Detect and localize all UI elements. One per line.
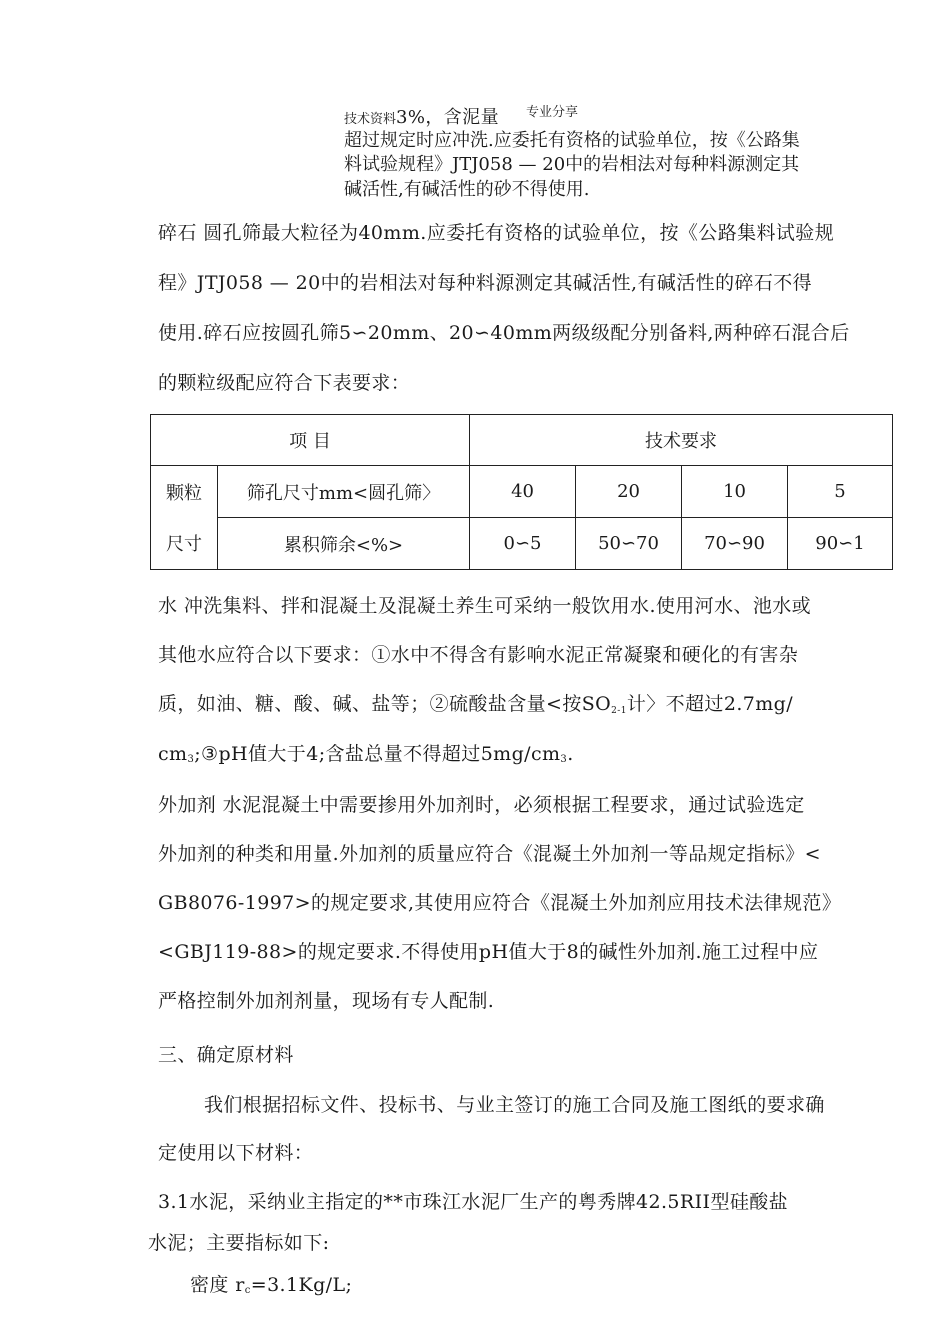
gravel-line-3: 使用.碎石应按圆孔筛5∽20mm、20∽40mm两级级配分别备料,两种碎石混合后 bbox=[158, 322, 850, 344]
section-para-line-1: 我们根据招标文件、投标书、与业主签订的施工合同及施工图纸的要求确 bbox=[204, 1094, 825, 1116]
density-b: =3.1Kg/L; bbox=[250, 1274, 353, 1296]
admixture-line-4: <GBJ119-88>的规定要求.不得使用pH值大于8的碱性外加剂.施工过程中应 bbox=[158, 941, 819, 963]
header-prefix-small: 技术资料 bbox=[344, 112, 397, 127]
water-line-4-c: . bbox=[567, 743, 574, 765]
admixture-line-2: 外加剂的种类和用量.外加剂的质量应符合《混凝土外加剂一等品规定指标》< bbox=[158, 843, 821, 865]
water-line-3-b: 计〉不超过2.7mg/ bbox=[626, 693, 794, 715]
admixture-line-5: 严格控制外加剂剂量，现场有专人配制. bbox=[158, 990, 495, 1012]
table-cell: 10 bbox=[682, 466, 788, 518]
header-prefix-big: 3%，含泥量 bbox=[396, 107, 499, 128]
cement-item-line-2: 水泥；主要指标如下: bbox=[148, 1232, 330, 1254]
cm3-subscript-2: 3 bbox=[560, 754, 568, 765]
table-header-requirements: 技术要求 bbox=[470, 415, 893, 466]
density-line bbox=[190, 1270, 352, 1297]
gravel-line-2: 程》JTJ058 — 20中的岩相法对每种料源测定其碱活性,有碱活性的碎石不得 bbox=[158, 272, 813, 294]
sand-line-2: 料试验规程》JTJ058 — 20中的岩相法对每种料源测定其 bbox=[344, 154, 800, 175]
water-line-4-b: ;③pH值大于4;含盐总量不得超过5mg/cm bbox=[194, 743, 561, 765]
header-tag: 专业分享 bbox=[526, 105, 579, 120]
sulfate-superscript: 2-1 bbox=[611, 706, 627, 716]
table-cell: 50∽70 bbox=[576, 518, 682, 570]
water-line-2: 其他水应符合以下要求：①水中不得含有影响水泥正常凝聚和硬化的有害杂 bbox=[158, 644, 799, 666]
gravel-line-4: 的颗粒级配应符合下表要求： bbox=[158, 372, 411, 394]
water-line-3 bbox=[158, 689, 793, 716]
table-cell: 20 bbox=[576, 466, 682, 518]
group-label-top: 颗粒 bbox=[151, 466, 218, 518]
table-cell: 90∽1 bbox=[788, 518, 893, 570]
admixture-line-3: GB8076-1997>的规定要求,其使用应符合《混凝土外加剂应用技术法律规范》 bbox=[158, 892, 842, 914]
cement-item-line-1: 3.1水泥，采纳业主指定的**市珠江水泥厂生产的粤秀牌42.5RII型硅酸盐 bbox=[158, 1191, 789, 1213]
density-a: 密度 r bbox=[190, 1274, 245, 1296]
table-cell: 40 bbox=[470, 466, 576, 518]
row-label-sieve: 筛孔尺寸mm<圆孔筛〉 bbox=[218, 466, 470, 518]
table-row bbox=[151, 518, 893, 570]
table-header-item: 项 目 bbox=[151, 415, 470, 466]
table-cell: 70∽90 bbox=[682, 518, 788, 570]
row-label-residue: 累积筛余<%> bbox=[218, 518, 470, 570]
section-heading: 三、确定原材料 bbox=[158, 1044, 294, 1066]
water-line-4 bbox=[158, 739, 574, 766]
water-line-3-a: 质，如油、糖、酸、碱、盐等；②硫酸盐含量<按SO bbox=[158, 693, 612, 715]
table-header-row bbox=[151, 415, 893, 466]
table-row bbox=[151, 466, 893, 518]
gravel-line-1: 碎石 圆孔筛最大粒径为40mm.应委托有资格的试验单位，按《公路集料试验规 bbox=[158, 222, 835, 244]
table-cell: 0∽5 bbox=[470, 518, 576, 570]
sand-line-3: 碱活性,有碱活性的砂不得使用. bbox=[344, 179, 590, 200]
section-para-line-2: 定使用以下材料： bbox=[158, 1142, 314, 1164]
table-cell: 5 bbox=[788, 466, 893, 518]
admixture-line-1: 外加剂 水泥混凝土中需要掺用外加剂时，必须根据工程要求，通过试验选定 bbox=[158, 794, 805, 816]
cm3-subscript-1: 3 bbox=[187, 754, 195, 765]
grading-table bbox=[150, 414, 893, 570]
sand-line-1: 超过规定时应冲洗.应委托有资格的试验单位，按《公路集 bbox=[344, 130, 800, 151]
water-line-4-a: cm bbox=[158, 743, 188, 765]
water-line-1: 水 冲洗集料、拌和混凝土及混凝土养生可采纳一般饮用水.使用河水、池水或 bbox=[158, 595, 812, 617]
density-subscript: c bbox=[244, 1285, 251, 1296]
group-label-bottom: 尺寸 bbox=[151, 518, 218, 570]
